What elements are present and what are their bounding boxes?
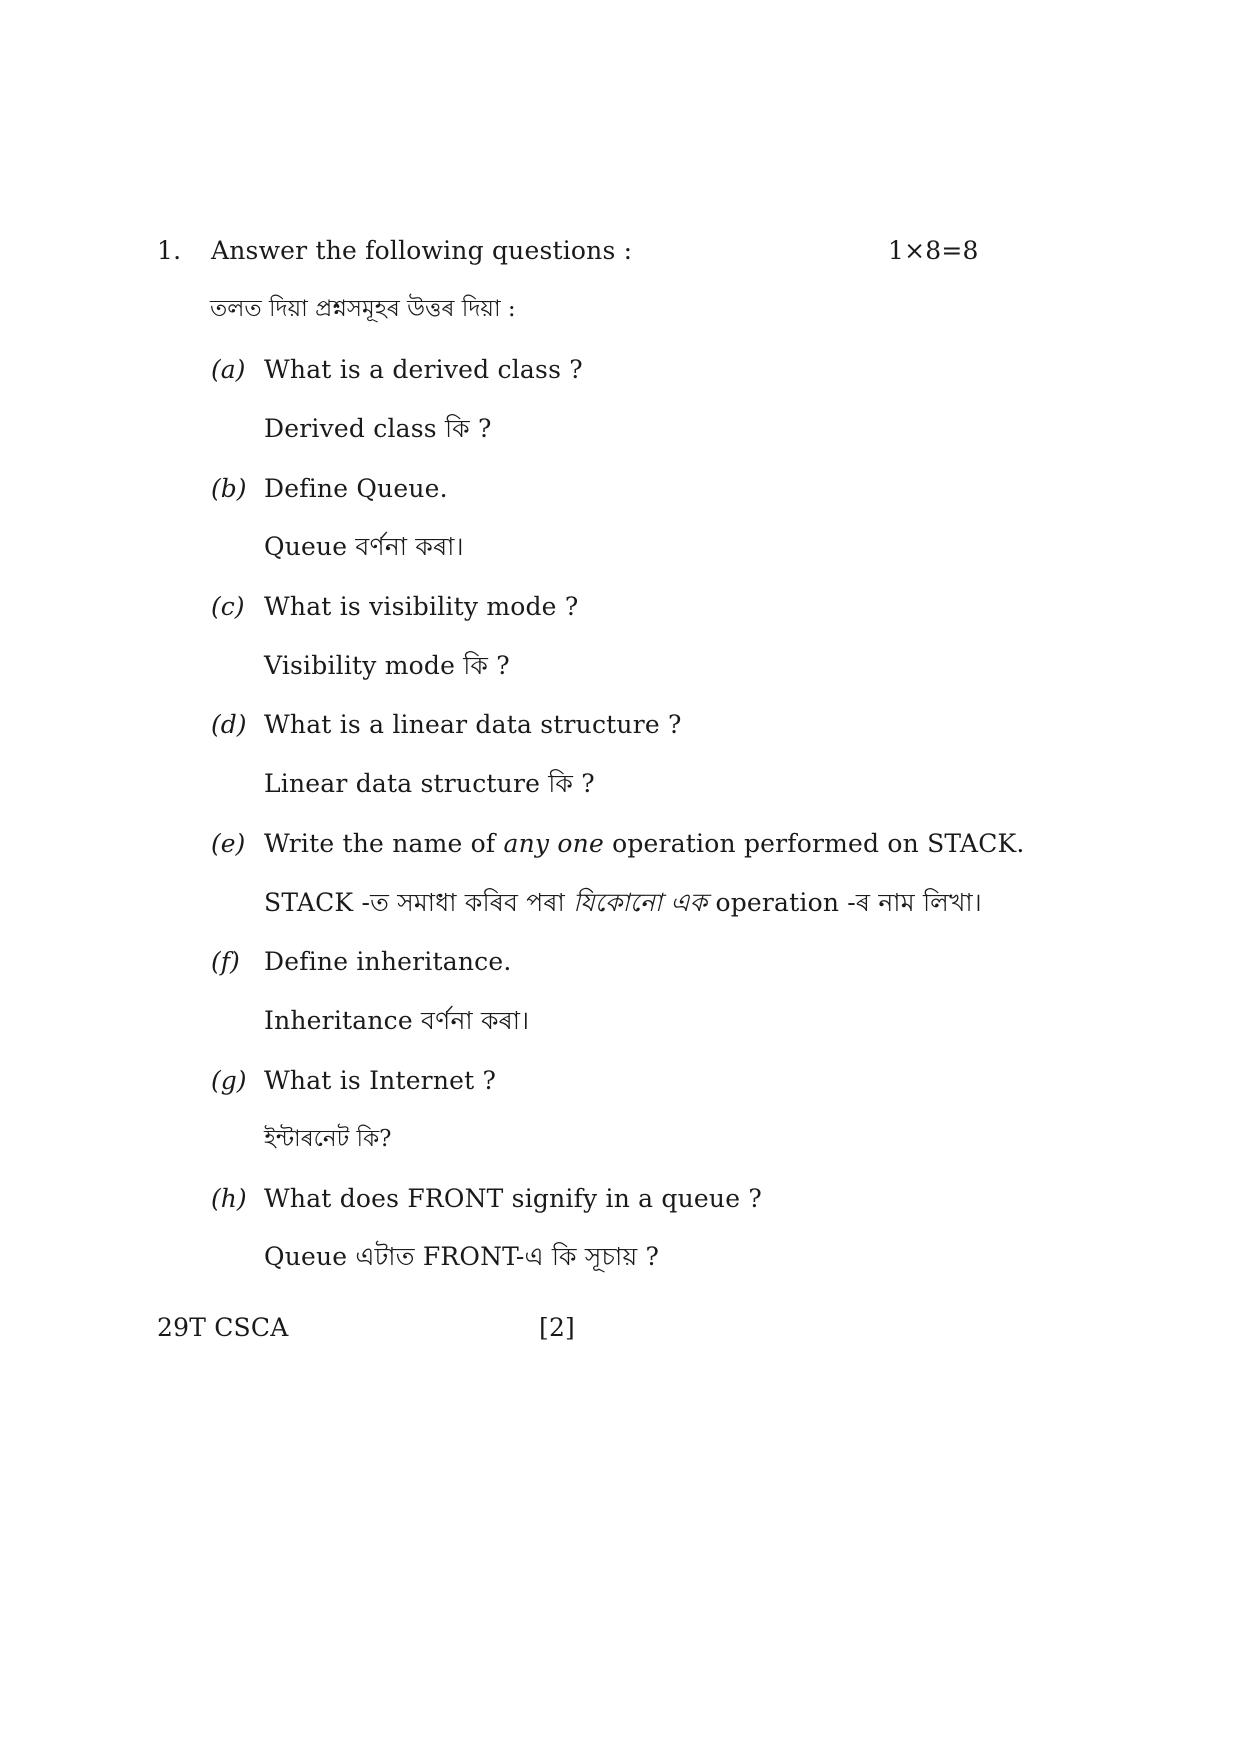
page-number: [2] [539, 1313, 576, 1342]
question-marks: 1×8=8 [888, 236, 979, 265]
item-label: (f) [211, 947, 240, 976]
item-english-post: operation performed on STACK. [603, 829, 1025, 858]
item-english: Define Queue. [264, 474, 448, 503]
paper-code: 29T CSCA [157, 1313, 289, 1342]
item-label: (g) [211, 1066, 247, 1095]
item-english: Define inheritance. [264, 947, 512, 976]
item-label: (c) [211, 592, 245, 621]
item-assamese: Queue বৰ্ণনা কৰা। [264, 532, 464, 561]
item-assamese: Linear data structure কি ? [264, 769, 595, 798]
item-english: What is a linear data structure ? [264, 710, 682, 739]
item-english [264, 829, 1025, 858]
item-label: (d) [211, 710, 247, 739]
item-assamese: ইন্টাৰনেট কি? [264, 1126, 392, 1152]
question-title-assamese: তলত দিয়া প্ৰশ্নসমূহৰ উত্তৰ দিয়া : [210, 296, 516, 322]
item-label: (a) [211, 355, 246, 384]
item-assamese-pre: STACK -ত সমাধা কৰিব পৰা [264, 888, 574, 917]
item-assamese [264, 883, 982, 926]
item-assamese-post: operation -ৰ নাম লিখা। [707, 888, 982, 917]
item-english-pre: Write the name of [264, 829, 504, 858]
question-number: 1. [157, 236, 182, 265]
item-english: What is a derived class ? [264, 355, 583, 384]
item-english-emphasis: any one [503, 829, 604, 858]
item-english: What is Internet ? [264, 1066, 497, 1095]
item-assamese: Visibility mode কি ? [264, 651, 510, 680]
item-assamese: Inheritance বৰ্ণনা কৰা। [264, 1006, 530, 1035]
item-english: What is visibility mode ? [264, 592, 579, 621]
question-title: Answer the following questions : [211, 236, 633, 265]
item-label: (b) [211, 474, 247, 503]
item-label: (e) [211, 829, 246, 858]
item-english: What does FRONT signify in a queue ? [264, 1184, 762, 1213]
item-assamese: Queue এটাত FRONT-এ কি সূচায় ? [264, 1242, 660, 1271]
item-assamese-emphasis: যিকোনো এক [573, 888, 708, 917]
item-label: (h) [211, 1184, 247, 1213]
item-assamese: Derived class কি ? [264, 414, 492, 443]
